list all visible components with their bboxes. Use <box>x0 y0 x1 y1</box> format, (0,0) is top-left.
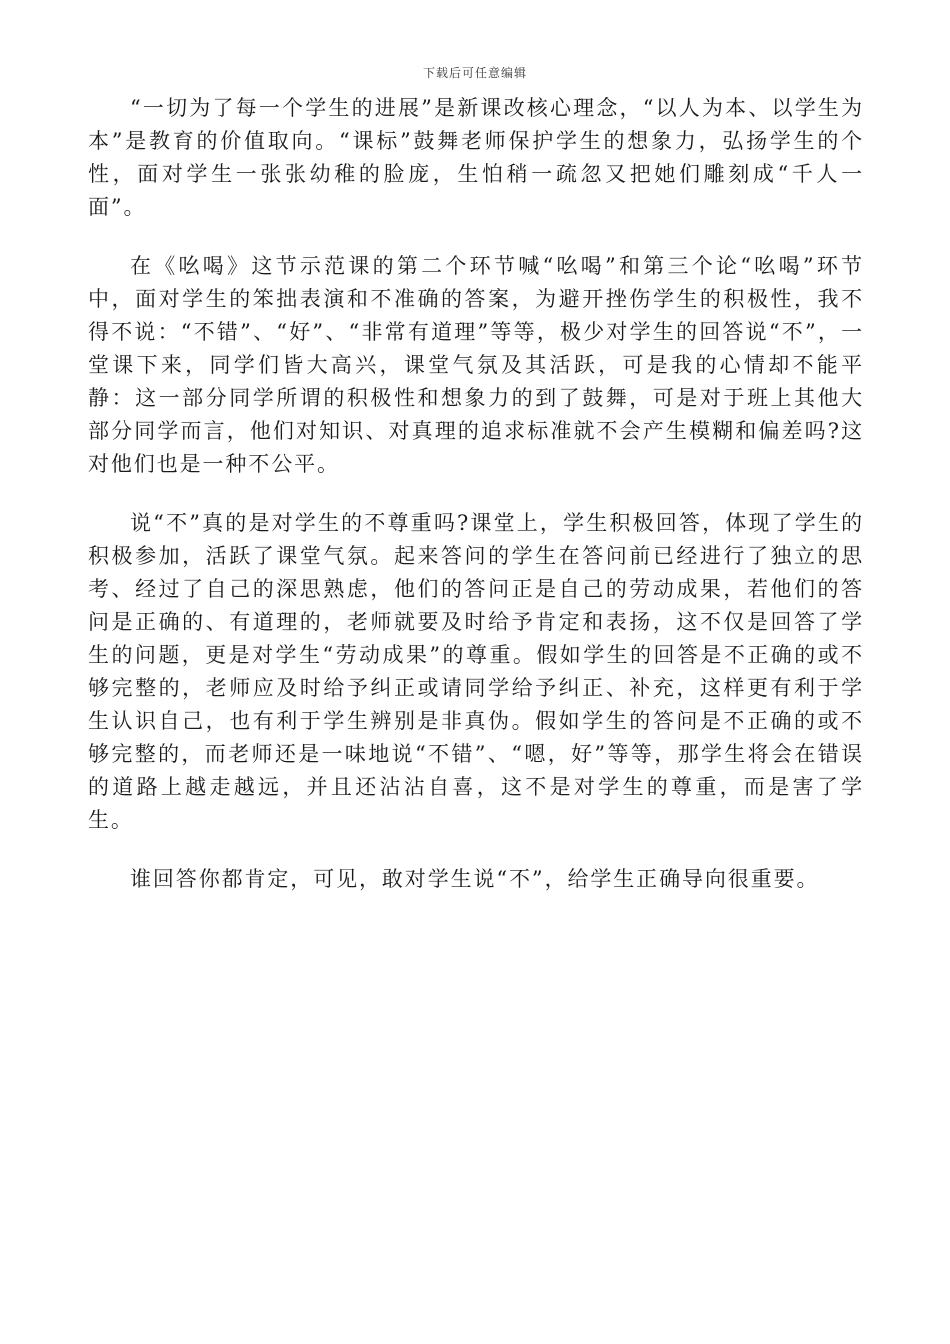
paragraph-4: 谁回答你都肯定，可见，敢对学生说“不”，给学生正确导向很重要。 <box>130 867 820 891</box>
document-body <box>88 92 864 922</box>
page-header-note: 下载后可任意编辑 <box>422 66 527 80</box>
paragraph-3: 说“不”真的是对学生的不尊重吗?课堂上，学生积极回答，体现了学生的积极参加，活跃了课堂气氛。起来答问的学生在答问前已经进行了独立的思考、经过了自己的深思熟虑，他们的答问正是自己的劳动成果，若他们的答问是正确的、有道理的，老师就要及时给予肯定和表扬，这不仅是回答了学生的问题，更是对学生“劳动成果”的尊重。假如学生的回答是不正确的或不够完整的，老师应及时给予纠正或请同学给予纠正、补充，这样更有利于学生认识自己，也有利于学生辨别是非真伪。假如学生的答问是不正确的或不够完整的，而老师还是一味地说“不错”、“嗯，好”等等，那学生将会在错误的道路上越走越远，并且还沾沾自喜，这不是对学生的尊重，而是害了学生。 <box>88 511 864 832</box>
paragraph-2: 在《吆喝》这节示范课的第二个环节喊“吆喝”和第三个论“吆喝”环节中，面对学生的笨拙表演和不准确的答案，为避开挫伤学生的积极性，我不得不说：“不错”、“好”、“非常有道理”等等，极少对学生的回答说“不”，一堂课下来，同学们皆大高兴，课堂气氛及其活跃，可是我的心情却不能平静：这一部分同学所谓的积极性和想象力的到了鼓舞，可是对于班上其他大部分同学而言，他们对知识、对真理的追求标准就不会产生模糊和偏差吗?这对他们也是一种不公平。 <box>88 254 864 476</box>
paragraph-1: “一切为了每一个学生的进展”是新课改核心理念，“以人为本、以学生为本”是教育的价值取向。“课标”鼓舞老师保护学生的想象力，弘扬学生的个性，面对学生一张张幼稚的脸庞，生怕稍一疏忽又把她们雕刻成“千人一面”。 <box>88 96 864 219</box>
